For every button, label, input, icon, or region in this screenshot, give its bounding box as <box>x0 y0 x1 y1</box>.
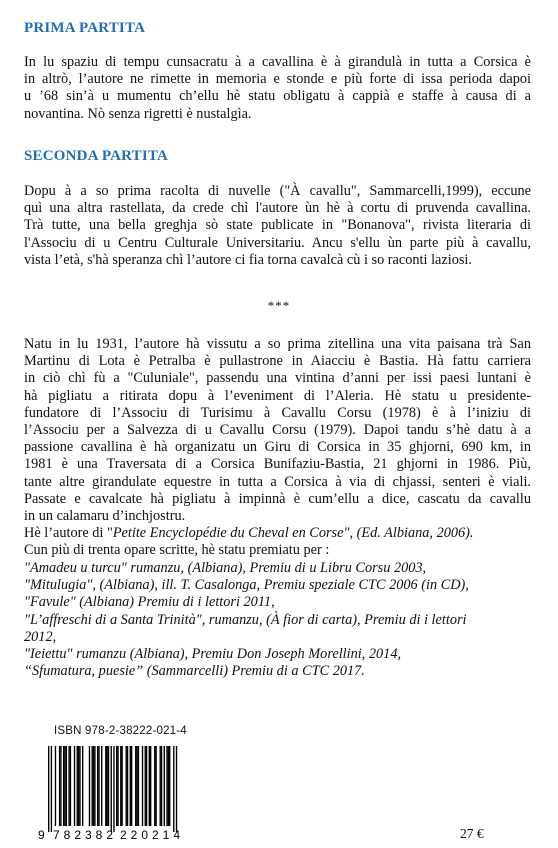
awarded-work-item: "Ieiettu" rumanzu (Albiana), Premiu Don Joseph Morellini, 2014, <box>24 646 402 663</box>
text-line: Dopu à a so prima racolta di nuvelle ("À cavallu", Sammarcelli,1999), eccune <box>24 183 531 199</box>
barcode-bar <box>97 746 98 826</box>
barcode-bar <box>121 746 122 826</box>
text-line: Natu in lu 1931, l’autore hà vissutu a so prima zitellina una vita paisana trà San <box>24 336 531 352</box>
awarded-work-item: 2012, <box>24 628 57 645</box>
text-line: in altrò, l’autore ne rimette in memoria e stonde e più forte di issa perioda dapoi <box>24 71 531 88</box>
barcode-bar <box>169 746 170 826</box>
barcode-bar <box>116 746 117 826</box>
prizes-intro: Cun più di trenta opare scritte, hè statu premiatu per : <box>24 542 330 558</box>
barcode-bar <box>79 746 80 826</box>
awarded-work-item: "Amadeu u turcu" rumanzu, (Albiana), Premiu di u Libru Corsu 2003, <box>24 560 427 576</box>
barcode-bar <box>55 746 56 826</box>
barcode-bar <box>101 746 102 826</box>
text-line: l'Associu di u Centru Culturale Universitariu. Ancu s'ellu ùn parte più à cavallu, <box>24 234 531 251</box>
awarded-work-item: "Mitulugia", (Albiana), ill. T. Casalonga, Premiu speziale CTC 2006 (in CD), <box>24 577 469 594</box>
section-title-prima-partita: PRIMA PARTITA <box>24 20 146 36</box>
barcode-bar <box>145 746 146 826</box>
barcode-bar <box>146 746 147 826</box>
barcode-bar <box>131 746 132 826</box>
barcode-bar <box>113 746 114 832</box>
barcode-bar <box>176 746 177 832</box>
barcode-bar <box>126 746 127 826</box>
section-separator: *** <box>267 298 291 313</box>
text-line: fundatore di l’Associu di Turisimu à Cavallu Corsu (1978) è à l’iniziu di <box>24 404 531 421</box>
book-title-petite-encyclopedie: Petite Encyclopédie du Cheval en Corse <box>112 525 344 541</box>
barcode-bar <box>173 746 174 832</box>
text-line: novantina. Nò senza rigretti è nustalgìa. <box>24 105 252 122</box>
barcode-bar <box>78 746 79 826</box>
barcode-bar <box>166 746 167 826</box>
barcode-bar <box>130 746 131 826</box>
text-line: hà pigliatu a ritirata dopu à l’eveniment di l’Aleria. Hè statu u presidente- <box>24 387 531 404</box>
barcode-digit-first: 9 <box>38 828 45 842</box>
text-line: in ciò chì fù a "Culuniale", passendu una vintina d’anni per issi paesi luntani è <box>24 370 531 387</box>
text-line: vista l’età, s'hà speranza chì l’autore ci fia torna cavalcà cù i so raconti laziosi. <box>24 251 472 268</box>
text-line: u ’68 sin’à u mumentu ch’ellu hè statu obligatu à cappià e staffe à causa di a <box>24 88 531 105</box>
author-biography-paragraph <box>24 336 531 525</box>
awarded-works-list <box>24 560 544 680</box>
barcode-bar <box>105 746 106 826</box>
text-line: In lu spaziu di tempu cunsacratu à a cavallina è à girandulà in tutta a Corsica è <box>24 54 531 70</box>
barcode-bar <box>136 746 137 826</box>
barcode-bar <box>98 746 99 826</box>
awarded-work-item: "L’affreschi di a Santa Trinità", rumanzu, (À fior di carta), Premiu di i lettori <box>24 611 467 628</box>
price-label: 27 € <box>460 826 484 841</box>
barcode-bar <box>68 746 69 826</box>
barcode-bar <box>63 746 64 826</box>
barcode-bar <box>117 746 118 826</box>
barcode-bars <box>48 746 177 832</box>
barcode-bar <box>92 746 93 826</box>
barcode-bar <box>120 746 121 826</box>
prima-partita-paragraph <box>24 54 531 123</box>
barcode-bar <box>106 746 107 826</box>
barcode-bar <box>66 746 67 826</box>
section-title-seconda-partita: SECONDA PARTITA <box>24 148 169 164</box>
barcode-bar <box>164 746 165 826</box>
barcode-bar <box>60 746 61 826</box>
barcode-bar <box>64 746 65 826</box>
barcode-bar <box>74 746 75 826</box>
barcode-bar <box>108 746 109 826</box>
barcode-bar <box>154 746 155 826</box>
barcode-bar <box>149 746 150 826</box>
isbn-barcode <box>36 746 188 842</box>
text-line: Passate e cavalcate hà pigliatu à impinnà è cum’ellu a dice, cascatu da cavallu <box>24 490 531 507</box>
barcode-bar <box>135 746 136 826</box>
text-line: Martinu di Lota è Petralba è pullastrone in Aiacciu è Bastia. Hà fattu carriera <box>24 353 531 370</box>
barcode-bar <box>77 746 78 826</box>
text-line: Trà tutte, una bella greghja sò state publicate in "Bonanova", rivista literaria di <box>24 217 531 234</box>
barcode-bar <box>51 746 52 832</box>
barcode-bar <box>138 746 139 826</box>
barcode-bar <box>127 746 128 826</box>
text-line: 1981 è una Traversata di a Corsica Bunifaziu-Bastia, 21 ghjorni in 1986. Più, <box>24 456 531 473</box>
barcode-digits-left: 782382 <box>53 828 113 842</box>
barcode-bar <box>93 746 94 826</box>
awarded-work-item: “Sfumatura, puesie” (Sammarcelli) Premiu di a CTC 2017. <box>24 663 365 680</box>
barcode-bar <box>82 746 83 826</box>
awarded-work-item: "Favule" (Albiana) Premiu di i lettori 2011, <box>24 594 275 611</box>
barcode-bar <box>168 746 169 826</box>
barcode-bar <box>111 746 112 832</box>
text-line: l’Associu per a Salvezza di u Cavallu Corsu (1979). Dapoi tandu s’hè datu à a <box>24 422 531 439</box>
barcode-bar <box>89 746 90 826</box>
barcode-bar <box>161 746 162 826</box>
barcode-bar <box>59 746 60 826</box>
barcode-bar <box>160 746 161 826</box>
barcode-bar <box>150 746 151 826</box>
text-line: quì una altra rastellata, da crede chì l'autore ùn hè à cortu di pruvenda cavallina. <box>24 200 531 217</box>
barcode-bar <box>94 746 95 826</box>
text-line: in un calamaru d’inchjostru. <box>24 508 186 525</box>
barcode-bar <box>48 746 49 832</box>
barcode-bar <box>155 746 156 826</box>
author-of-line: Hè l’autore di "Petite Encyclopédie du Cheval en Corse", (Ed. Albiana, 2006). <box>24 525 474 541</box>
seconda-partita-paragraph <box>24 183 531 269</box>
barcode-digits-right: 220214 <box>120 828 180 842</box>
barcode-bar <box>70 746 71 826</box>
text-line: passione cavallina è hà organizatu un Giru di Corsica in 35 ghjorni, 690 km, in <box>24 439 531 456</box>
text-line: tante altre girandulate equestre in tutta a Corsica à via di chjassi, senteri è viali. <box>24 473 531 490</box>
isbn-label: ISBN 978-2-38222-021-4 <box>54 725 187 737</box>
barcode-bar <box>142 746 143 826</box>
